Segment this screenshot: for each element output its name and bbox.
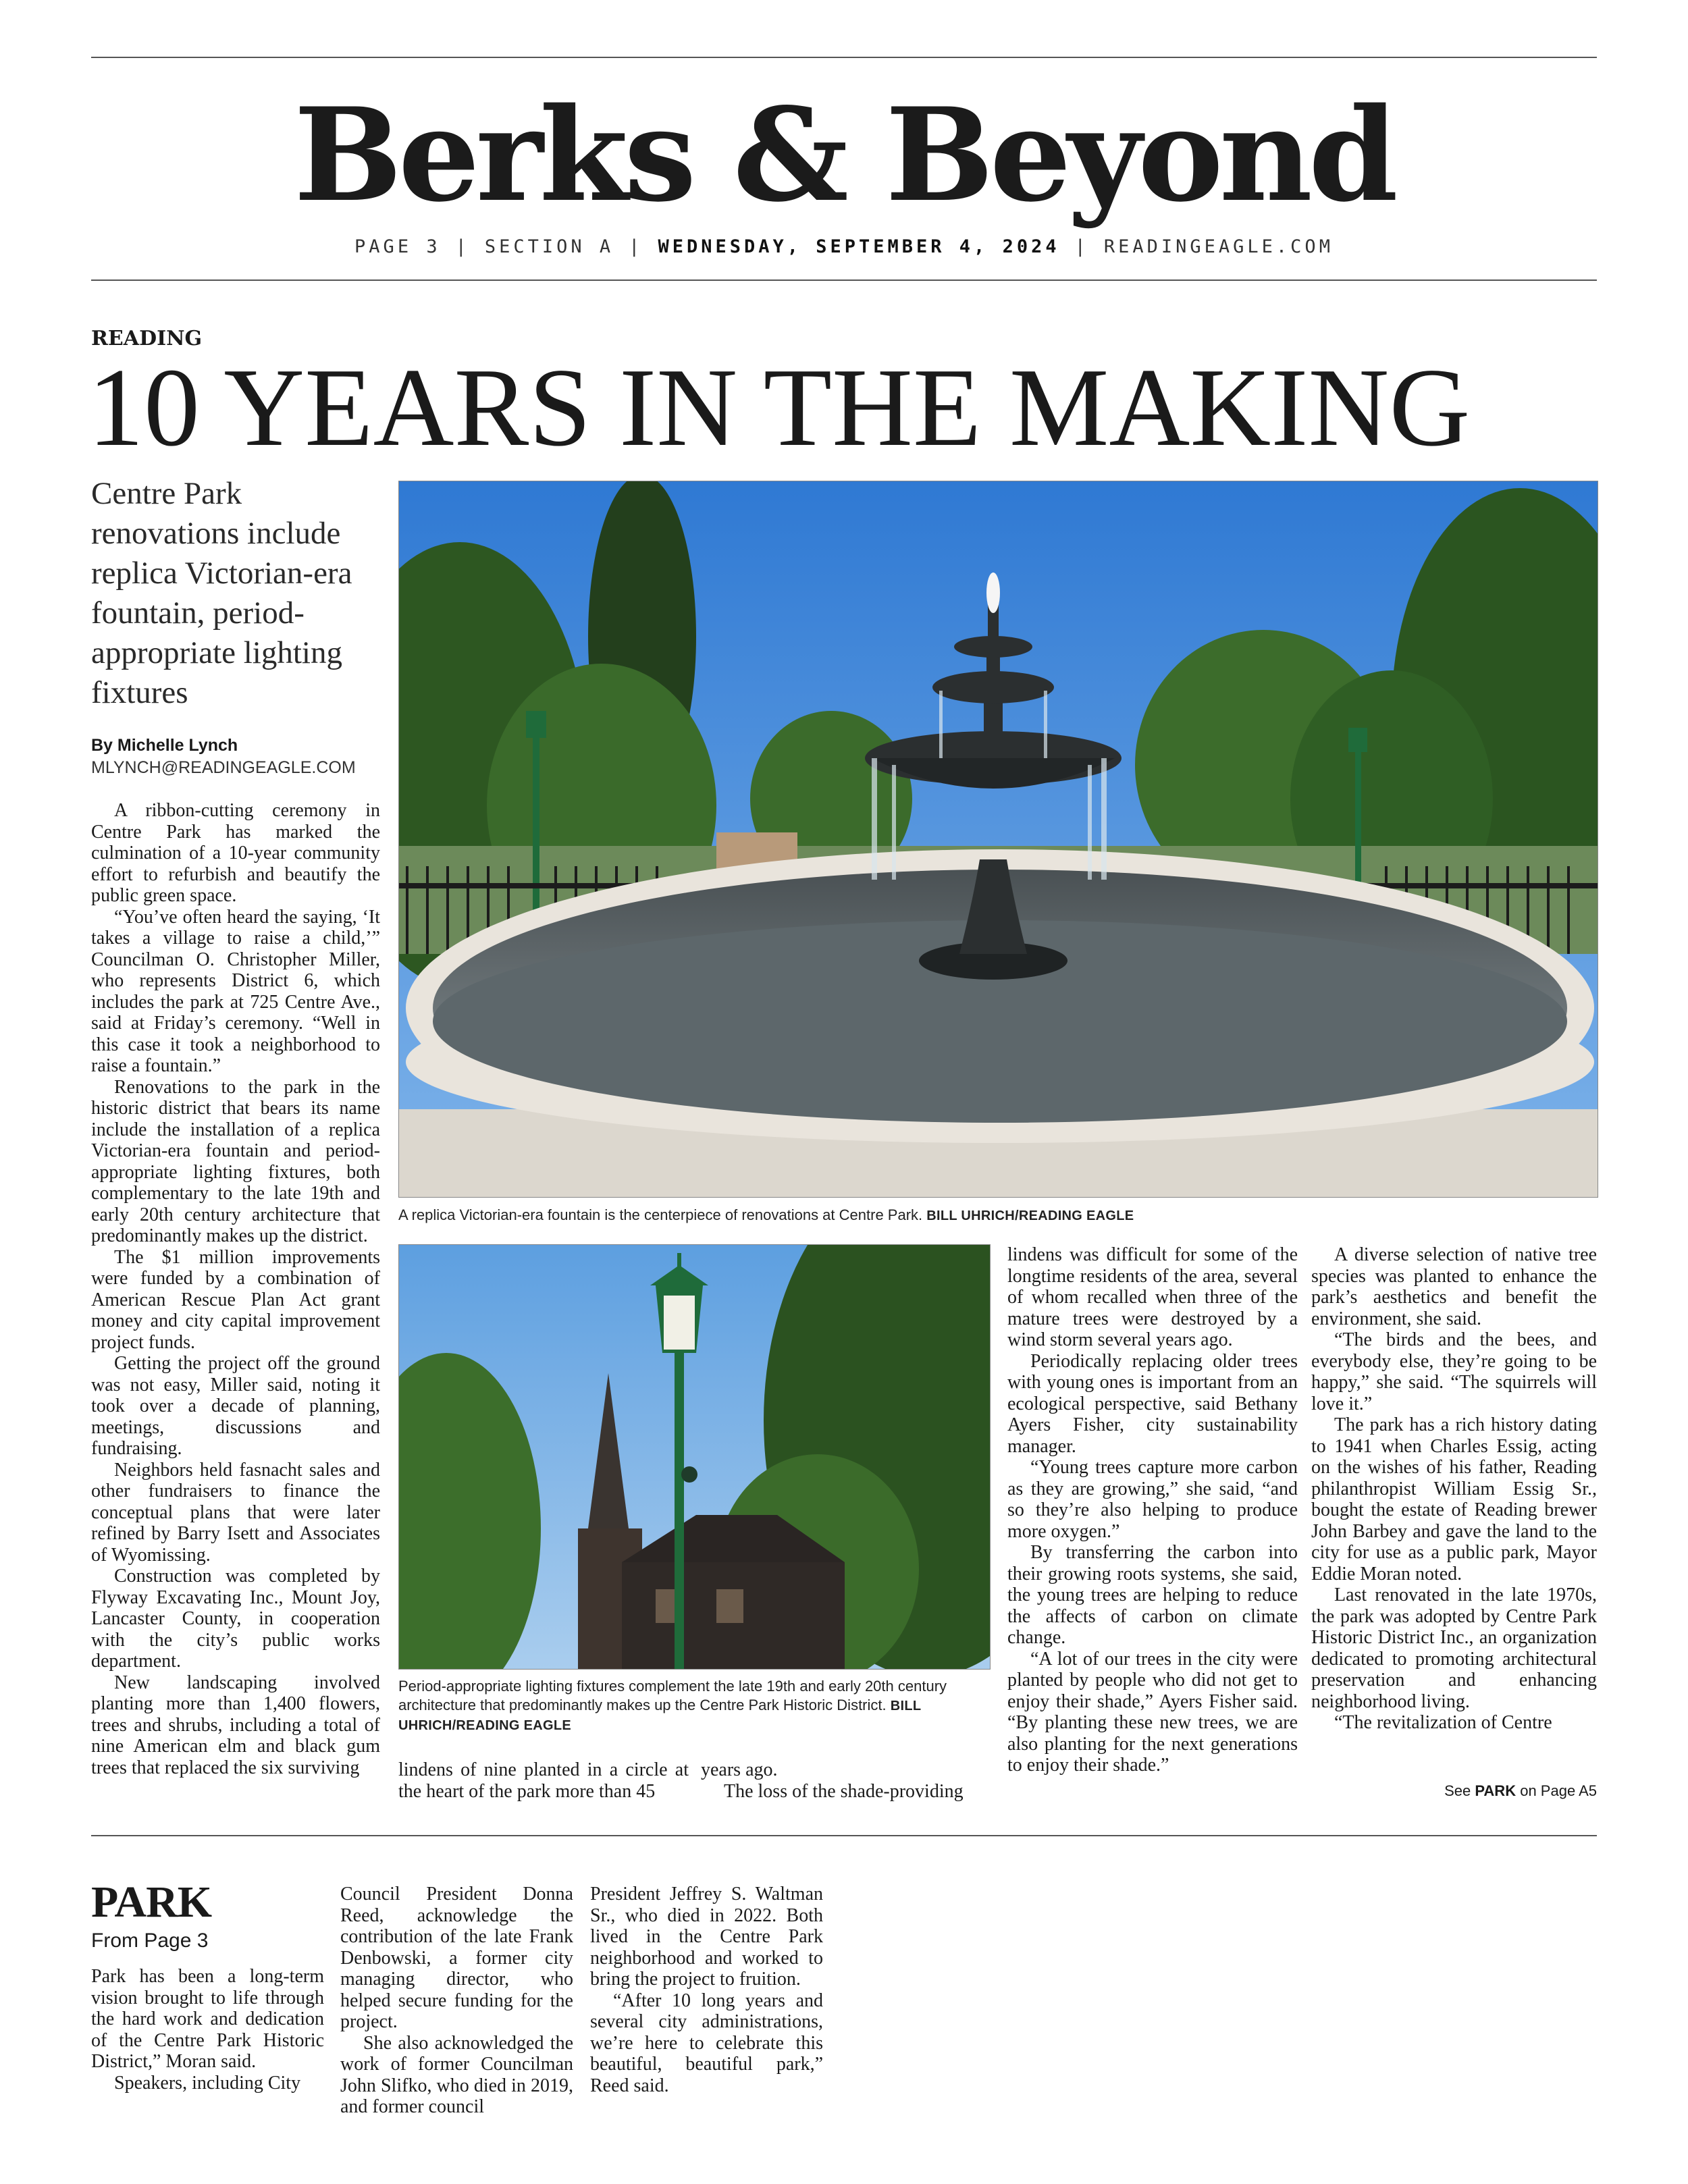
paragraph: “A lot of our trees in the city were planted by people who did not get to enjoy their shade,” Ayers Fisher said. “By planting these new trees, we are also planting for the next generations to enjoy their shade.”	[1007, 1648, 1298, 1776]
section-divider-rule	[91, 1835, 1597, 1836]
paragraph: She also acknowledged the work of former Councilman John Slifko, who died in 2019, and former council	[340, 2032, 573, 2117]
paragraph: A diverse selection of native tree species was planted to enhance the park’s aesthetics and benefit the environment, she said.	[1311, 1244, 1597, 1329]
fountain-photo	[398, 481, 1598, 1198]
paragraph: A ribbon-cutting ceremony in Centre Park has marked the culmination of a 10-year community effort to refurbish and beautify the public green space.	[91, 800, 380, 906]
paragraph: “After 10 long years and several city administrations, we’re here to celebrate this beautiful, beautiful park,” Reed said.	[590, 1990, 823, 2096]
continuation-column-2	[340, 1884, 573, 2167]
paragraph: New landscaping involved planting more than 1,400 flowers, trees and shrubs, including a total of nine American elm and black gum trees that replaced the six surviving	[91, 1672, 380, 1778]
folio-separator: |	[629, 236, 643, 257]
headline: 10 YEARS IN THE MAKING	[88, 345, 1471, 469]
section-label: SECTION A	[484, 236, 614, 257]
lamp-photo	[398, 1244, 991, 1670]
paragraph: “You’ve often heard the saying, ‘It takes a village to raise a child,’” Councilman O. Christopher Miller, who represents District 6, which includes the park at 725 Centre Ave., said at Friday’s ceremony. “Well in this case it took a neighborhood to raise a fountain.”	[91, 906, 380, 1076]
top-rule	[91, 57, 1597, 58]
deck: Centre Park renovations include replica Victorian-era fountain, period-appropriate lighting fixtures	[91, 476, 352, 710]
kicker: READING	[91, 327, 203, 350]
folio-separator: |	[455, 236, 470, 257]
fountain-photo-caption	[398, 1206, 1597, 1225]
folio-line	[91, 236, 1597, 257]
caption-text: A replica Victorian-era fountain is the centerpiece of renovations at Centre Park.	[398, 1206, 923, 1223]
paragraph: “Young trees capture more carbon as they are growing,” she said, “and so they’re also helping to produce more oxygen.”	[1007, 1457, 1298, 1542]
article-column-3	[701, 1759, 991, 1807]
paragraph: Speakers, including City	[114, 2072, 301, 2094]
continuation-from: From Page 3	[91, 1929, 209, 1952]
paragraph: Park has been a long-term vision brought to life through the hard work and dedication of the Centre Park Historic District,” Moran said.	[91, 1966, 324, 2072]
article-column-5	[1311, 1244, 1597, 1757]
byline: By Michelle Lynch	[91, 736, 238, 755]
article-column-2	[398, 1759, 689, 1807]
continuation-label: PARK	[91, 1877, 212, 1927]
paragraph: lindens of nine planted in a circle at the heart of the park more than 45	[398, 1759, 689, 1802]
paragraph: Renovations to the park in the historic district that bears its name include the installation of a replica Victorian-era fountain and period-appropriate lighting fixtures, both complementary to the late 19th and early 20th century architecture that predominantly makes up the district.	[91, 1076, 380, 1246]
jump-line[interactable]	[1350, 1782, 1597, 1800]
folio-separator: |	[1074, 236, 1089, 257]
masthead-title: Berks & Beyond	[294, 80, 1394, 230]
byline-email[interactable]: MLYNCH@READINGEAGLE.COM	[91, 758, 356, 777]
paragraph: President Jeffrey S. Waltman Sr., who died in 2022. Both lived in the Centre Park neighborhood and worked to bring the project to fruition.	[590, 1884, 823, 1990]
paragraph: Neighbors held fasnacht sales and other fundraisers to finance the conceptual plans that were later refined by Barry Isett and Associates of Wyomissing.	[91, 1459, 380, 1566]
paragraph: Getting the project off the ground was not easy, Miller said, noting it took over a decade of planning, meetings, discussions and fundraising.	[91, 1353, 380, 1459]
photo-credit: BILL UHRICH/READING EAGLE	[398, 1699, 922, 1733]
lamp-photo-caption	[398, 1677, 993, 1735]
jump-see: See	[1444, 1782, 1471, 1799]
masthead-bottom-rule	[91, 279, 1597, 281]
paragraph: The park has a rich history dating to 1941 when Charles Essig, acting on the wishes of his father, Reading philanthropist William Essig Sr., bought the estate of Reading brewer John Barbey and gave the land to the city for use as a public park, Mayor Eddie Moran noted.	[1311, 1414, 1597, 1584]
paragraph: Construction was completed by Flyway Excavating Inc., Mount Joy, Lancaster County, in cooperation with the city’s public works department.	[91, 1566, 380, 1672]
paragraph: Periodically replacing older trees with young ones is important from an ecological perspective, said Bethany Ayers Fisher, city sustainability manager.	[1007, 1350, 1298, 1457]
paragraph: lindens was difficult for some of the longtime residents of the area, several of whom recalled when three of the mature trees were destroyed by a wind storm several years ago.	[1007, 1244, 1298, 1350]
jump-word: PARK	[1475, 1782, 1516, 1799]
page-number: PAGE 3	[354, 236, 441, 257]
paragraph: “The birds and the bees, and everybody else, they’re going to be happy,” she said. “The squirrels will love it.”	[1311, 1329, 1597, 1414]
paragraph: The $1 million improvements were funded by a combination of American Rescue Plan Act grant money and city capital improvement project funds.	[91, 1246, 380, 1353]
paragraph: Last renovated in the late 1970s, the park was adopted by Centre Park Historic District Inc., an organization dedicated to promoting architectural preservation and enhancing neighborhood living.	[1311, 1584, 1597, 1712]
website[interactable]: READINGEAGLE.COM	[1103, 236, 1334, 257]
paragraph: The loss of the shade-providing	[724, 1780, 964, 1802]
continuation-column-1	[91, 1966, 324, 2162]
photo-credit: BILL UHRICH/READING EAGLE	[926, 1208, 1134, 1223]
paragraph: Council President Donna Reed, acknowledge the contribution of the late Frank Denbowski, a former city managing director, who helped secure funding for the project.	[340, 1884, 573, 2032]
article-column-4	[1007, 1244, 1298, 1808]
jump-page: on Page A5	[1520, 1782, 1597, 1799]
issue-date: WEDNESDAY, SEPTEMBER 4, 2024	[658, 236, 1060, 257]
paragraph: years ago.	[701, 1759, 778, 1780]
paragraph: “The revitalization of Centre	[1334, 1712, 1552, 1733]
caption-text: Period-appropriate lighting fixtures complement the late 19th and early 20th century architecture that predominantly makes up the Centre Park Historic District.	[398, 1678, 947, 1713]
continuation-column-3	[590, 1884, 823, 2167]
paragraph: By transferring the carbon into their growing roots systems, she said, the young trees are helping to reduce the affects of carbon on climate change.	[1007, 1542, 1298, 1648]
article-column-1	[91, 800, 380, 1809]
